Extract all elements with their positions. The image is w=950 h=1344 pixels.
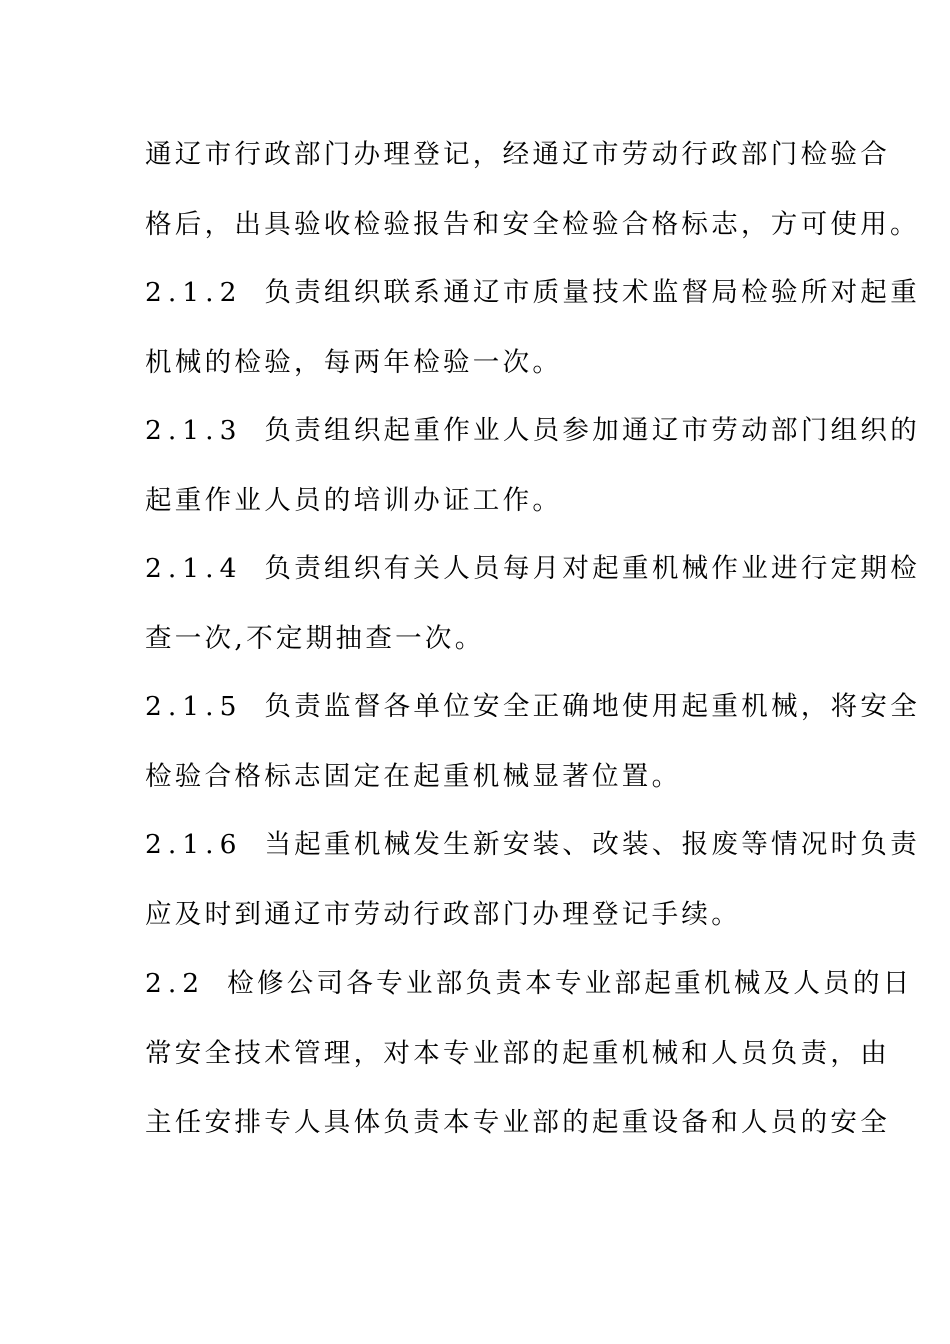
line-text: 当起重机械发生新安装、改装、报废等情况时负责 <box>264 829 921 860</box>
line-text: 负责组织起重作业人员参加通辽市劳动部门组织的 <box>264 415 921 446</box>
text-line <box>145 135 890 175</box>
line-text: 常安全技术管理，对本专业部的起重机械和人员负责，由 <box>145 1038 890 1069</box>
text-line <box>145 895 825 935</box>
section-number: 2.1.2 <box>145 277 243 308</box>
line-text: 检修公司各专业部负责本专业部起重机械及人员的日 <box>227 968 913 999</box>
text-line <box>145 964 913 1004</box>
text-line <box>145 343 825 383</box>
line-text: 应及时到通辽市劳动行政部门办理登记手续。 <box>145 899 741 930</box>
text-line <box>145 273 921 313</box>
line-text: 通辽市行政部门办理登记，经通辽市劳动行政部门检验合 <box>145 139 890 170</box>
text-line <box>145 757 825 797</box>
line-text: 主任安排专人具体负责本专业部的起重设备和人员的安全 <box>145 1107 890 1138</box>
line-text: 负责组织联系通辽市质量技术监督局检验所对起重 <box>264 277 921 308</box>
text-line <box>145 411 921 451</box>
line-text: 检验合格标志固定在起重机械显著位置。 <box>145 761 682 792</box>
section-number: 2.1.4 <box>145 553 243 584</box>
text-line <box>145 825 921 865</box>
section-number: 2.1.5 <box>145 691 243 722</box>
text-line <box>145 687 921 727</box>
text-line <box>145 205 920 245</box>
line-text: 机械的检验，每两年检验一次。 <box>145 347 563 378</box>
section-number: 2.1.6 <box>145 829 243 860</box>
text-line <box>145 1103 890 1143</box>
text-line <box>145 549 921 589</box>
text-line <box>145 1034 890 1074</box>
text-line <box>145 619 825 659</box>
line-text: 查一次,不定期抽查一次。 <box>145 623 485 654</box>
line-text: 负责组织有关人员每月对起重机械作业进行定期检 <box>264 553 921 584</box>
text-line <box>145 481 825 521</box>
line-text: 负责监督各单位安全正确地使用起重机械，将安全 <box>264 691 921 722</box>
section-number: 2.1.3 <box>145 415 243 446</box>
line-text: 起重作业人员的培训办证工作。 <box>145 485 563 516</box>
section-number: 2.2 <box>145 968 206 999</box>
line-text: 格后，出具验收检验报告和安全检验合格标志，方可使用。 <box>145 209 920 240</box>
